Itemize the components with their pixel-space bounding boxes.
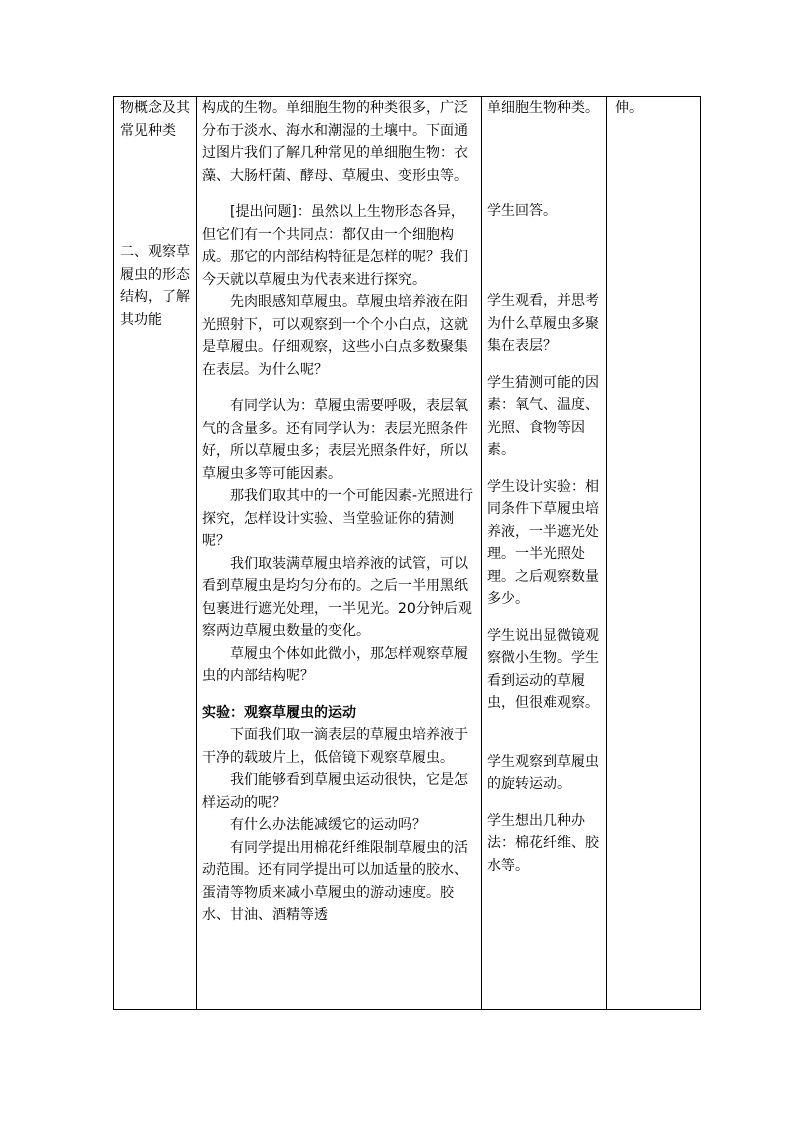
teacher-paragraph: 有同学认为：草履虫需要呼吸，表层氧气的含量多。还有同学认为：表层光照条件好，所以草履虫多；表层光照条件好，所以草履虫多等可能因素。 (202, 398, 468, 482)
teacher-paragraph: 草履虫个体如此微小，那怎样观察草履虫的内部结构呢？ (202, 645, 468, 684)
teacher-paragraph: [提出问题]：虽然以上生物形态各异，但它们有一个共同点：都仅由一个细胞构成。那它的内部结构特征是怎样的呢？我们今天就以草履虫为代表来进行探究。 (202, 204, 468, 288)
experiment-heading: 实验：观察草履虫的运动 (202, 704, 356, 721)
lesson-plan-table (113, 96, 701, 1010)
student-paragraph: 学生说出显微镜观察微小生物。学生看到运动的草履虫，但很难观察。 (487, 627, 599, 711)
teacher-activity-cell (197, 97, 482, 1010)
teacher-paragraph: 构成的生物。单细胞生物的种类很多，广泛分布于淡水、海水和潮湿的土壤中。下面通过图片我们了解几种常见的单细胞生物：衣藻、大肠杆菌、酵母、草履虫、变形虫等。 (202, 100, 468, 184)
student-paragraph: 学生想出几种办法：棉花纤维、胶水等。 (487, 812, 599, 874)
teacher-paragraph: 我们能够看到草履虫运动很快，它是怎样运动的呢？ (202, 772, 468, 811)
student-paragraph: 学生观看，并思考为什么草履虫多聚集在表层？ (487, 293, 599, 354)
student-paragraph: 学生设计实验：相同条件下草履虫培养液，一半遮光处理。一半光照处理。之后观察数量多少。 (487, 478, 599, 607)
student-paragraph: 学生猜测可能的因素：氧气、温度、光照、食物等因素。 (487, 374, 599, 458)
design-intent-text: 伸。 (615, 100, 643, 116)
teacher-paragraph: 先肉眼感知草履虫。草履虫培养液在阳光照射下，可以观察到一个个小白点，这就是草履虫。仔细观察，这些小白点多数聚集在表层。为什么呢？ (202, 294, 468, 378)
teacher-paragraph: 我们取装满草履虫培养液的试管，可以看到草履虫是均匀分布的。之后一半用黑纸包裹进行遮光处理，一半见光。20分钟后观察两边草履虫数量的变化。 (202, 555, 472, 639)
teacher-paragraph: 那我们取其中的一个可能因素-光照进行探究，怎样设计实验、当堂验证你的猜测呢？ (202, 488, 474, 549)
design-intent-cell (607, 97, 701, 1010)
section-column-cell (114, 97, 197, 1010)
teacher-paragraph: 下面我们取一滴表层的草履虫培养液于干净的载玻片上，低倍镜下观察草履虫。 (202, 727, 468, 766)
student-paragraph: 学生观察到草履虫的旋转运动。 (487, 753, 599, 792)
section-title-2: 二、观察草履虫的形态结构，了解其功能 (120, 244, 190, 328)
table-row (114, 97, 701, 1010)
teacher-paragraph: 有什么办法能减缓它的运动吗？ (230, 817, 426, 833)
teacher-paragraph: 有同学提出用棉花纤维限制草履虫的活动范围。还有同学提出可以加适量的胶水、蛋清等物质来减小草履虫的游动速度。胶水、甘油、酒精等透 (202, 839, 468, 923)
student-paragraph: 学生回答。 (487, 202, 557, 219)
section-title-1: 物概念及其常见种类 (120, 100, 190, 139)
student-activity-cell (482, 97, 607, 1010)
student-paragraph: 单细胞生物种类。 (487, 100, 599, 116)
